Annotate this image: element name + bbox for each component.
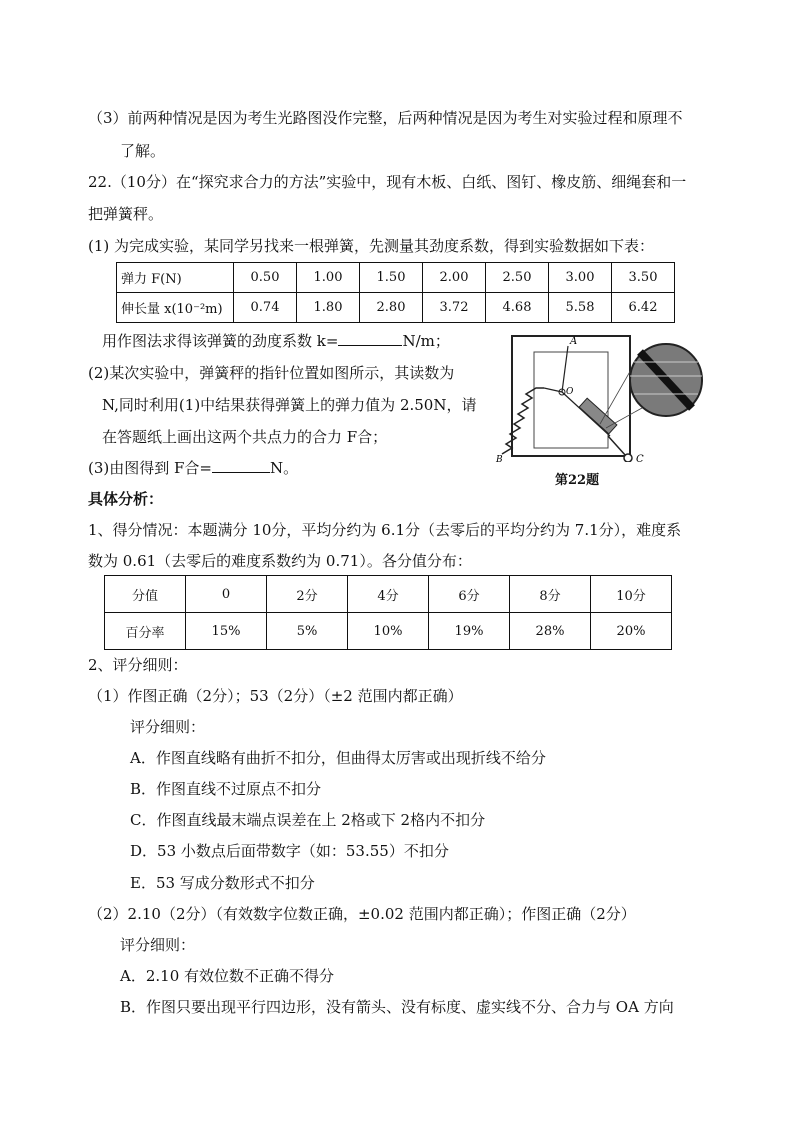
score-line-2: 数为 0.61（去零后的难度系数约为 0.71）。各分值分布： bbox=[88, 552, 472, 570]
table-cell: 20% bbox=[591, 613, 672, 650]
table-cell: 2.50 bbox=[486, 263, 549, 293]
question-line-2: 把弹簧秤。 bbox=[88, 205, 164, 223]
label-b: B bbox=[496, 455, 503, 462]
row-label-scores: 分值 bbox=[105, 576, 186, 613]
spring-scale bbox=[579, 398, 617, 434]
part2-rubric-main: （2）2.10（2分）（有效数字位数正确，±0.02 范围内都正确）；作图正确（2分） bbox=[88, 905, 636, 923]
table-cell: 0.50 bbox=[234, 263, 297, 293]
list-item: B．作图只要出现平行四边形，没有箭头、没有标度、虚实线不分、合力与 OA 方向 bbox=[120, 998, 674, 1016]
table-cell: 10分 bbox=[591, 576, 672, 613]
part1-text-b: N/m； bbox=[402, 332, 450, 350]
label-c: C bbox=[636, 454, 644, 462]
table-cell: 6.42 bbox=[612, 293, 675, 323]
rubric-title: 2、评分细则： bbox=[88, 656, 188, 674]
table-cell: 8分 bbox=[510, 576, 591, 613]
row-label-force: 弹力 F(N) bbox=[117, 263, 234, 293]
part1-text-a: 用作图法求得该弹簧的劲度系数 k= bbox=[102, 332, 339, 350]
table-row-extension bbox=[117, 293, 675, 323]
table-cell: 0.74 bbox=[234, 293, 297, 323]
table-row-rates bbox=[105, 613, 672, 650]
part1-rubric-main: （1）作图正确（2分）；53（2分）（±2 范围内都正确） bbox=[88, 687, 463, 705]
table-row-scores bbox=[105, 576, 672, 613]
table-cell: 0 bbox=[186, 576, 267, 613]
list-item: D．53 小数点后面带数字（如：53.55）不扣分 bbox=[130, 842, 449, 860]
scale-hook bbox=[608, 436, 626, 456]
table-row-force bbox=[117, 263, 675, 293]
point-c-ring bbox=[624, 454, 632, 462]
magnifier-guide-2 bbox=[606, 408, 642, 428]
part2-line-2: N,同时利用(1)中结果获得弹簧上的弹力值为 2.50N，请 bbox=[102, 396, 477, 414]
list-item: C．作图直线最末端点误差在上 2格或下 2格内不扣分 bbox=[130, 811, 486, 829]
part1-rubric-sub: 评分细则： bbox=[130, 718, 206, 736]
intro-line-2: 了解。 bbox=[120, 142, 166, 160]
table-cell: 4分 bbox=[348, 576, 429, 613]
table-cell: 3.00 bbox=[549, 263, 612, 293]
intro-line-1: （3）前两种情况是因为考生光路图没作完整，后两种情况是因为考生对实验过程和原理不 bbox=[88, 109, 683, 127]
label-a: A bbox=[570, 336, 578, 347]
table-cell: 15% bbox=[186, 613, 267, 650]
part1-question bbox=[102, 331, 450, 351]
table-cell: 2分 bbox=[267, 576, 348, 613]
figure-caption: 第22题 bbox=[555, 473, 600, 488]
table-cell: 1.00 bbox=[297, 263, 360, 293]
row-label-rates: 百分率 bbox=[105, 613, 186, 650]
table-cell: 28% bbox=[510, 613, 591, 650]
table-cell: 3.72 bbox=[423, 293, 486, 323]
table-cell: 5% bbox=[267, 613, 348, 650]
spring bbox=[502, 388, 544, 454]
question-line-1: 22.（10分）在“探究求合力的方法”实验中，现有木板、白纸、图钉、橡皮筋、细绳套和一 bbox=[88, 173, 687, 191]
experiment-figure bbox=[490, 332, 710, 462]
table-cell: 19% bbox=[429, 613, 510, 650]
question-part-1: (1) 为完成实验，某同学另找来一根弹簧，先测量其劲度系数，得到实验数据如下表： bbox=[88, 237, 655, 255]
part2-line-1: (2)某次实验中，弹簧秤的指针位置如图所示，其读数为 bbox=[88, 364, 455, 382]
answer-blank bbox=[338, 331, 402, 346]
table-cell: 1.80 bbox=[297, 293, 360, 323]
analysis-heading: 具体分析： bbox=[88, 490, 164, 508]
score-distribution-table bbox=[104, 575, 672, 650]
string-to-a bbox=[562, 346, 568, 392]
part2-line-3: 在答题纸上画出这两个共点力的合力 F合； bbox=[102, 428, 388, 446]
table-cell: 4.68 bbox=[486, 293, 549, 323]
table-cell: 1.50 bbox=[360, 263, 423, 293]
table-cell: 6分 bbox=[429, 576, 510, 613]
magnifier-guide-1 bbox=[600, 368, 632, 424]
table-cell: 2.80 bbox=[360, 293, 423, 323]
spring-data-table bbox=[116, 262, 675, 323]
table-cell: 2.00 bbox=[423, 263, 486, 293]
table-cell: 10% bbox=[348, 613, 429, 650]
list-item: B．作图直线不过原点不扣分 bbox=[130, 780, 322, 798]
part3-text-a: (3)由图得到 F合= bbox=[88, 459, 212, 477]
part3-question bbox=[88, 458, 298, 478]
answer-blank bbox=[212, 458, 270, 473]
table-cell: 5.58 bbox=[549, 293, 612, 323]
table-cell: 3.50 bbox=[612, 263, 675, 293]
part3-text-b: N。 bbox=[270, 459, 299, 477]
row-label-extension: 伸长量 x(10⁻²m) bbox=[117, 293, 234, 323]
list-item: A．2.10 有效位数不正确不得分 bbox=[120, 967, 335, 985]
list-item: A．作图直线略有曲折不扣分，但曲得太厉害或出现折线不给分 bbox=[130, 749, 546, 767]
list-item: E．53 写成分数形式不扣分 bbox=[130, 874, 315, 892]
part2-rubric-sub: 评分细则： bbox=[120, 936, 196, 954]
label-o: O bbox=[566, 387, 574, 397]
score-line-1: 1、得分情况：本题满分 10分，平均分约为 6.1分（去零后的平均分约为 7.1分），难度系 bbox=[88, 521, 682, 539]
